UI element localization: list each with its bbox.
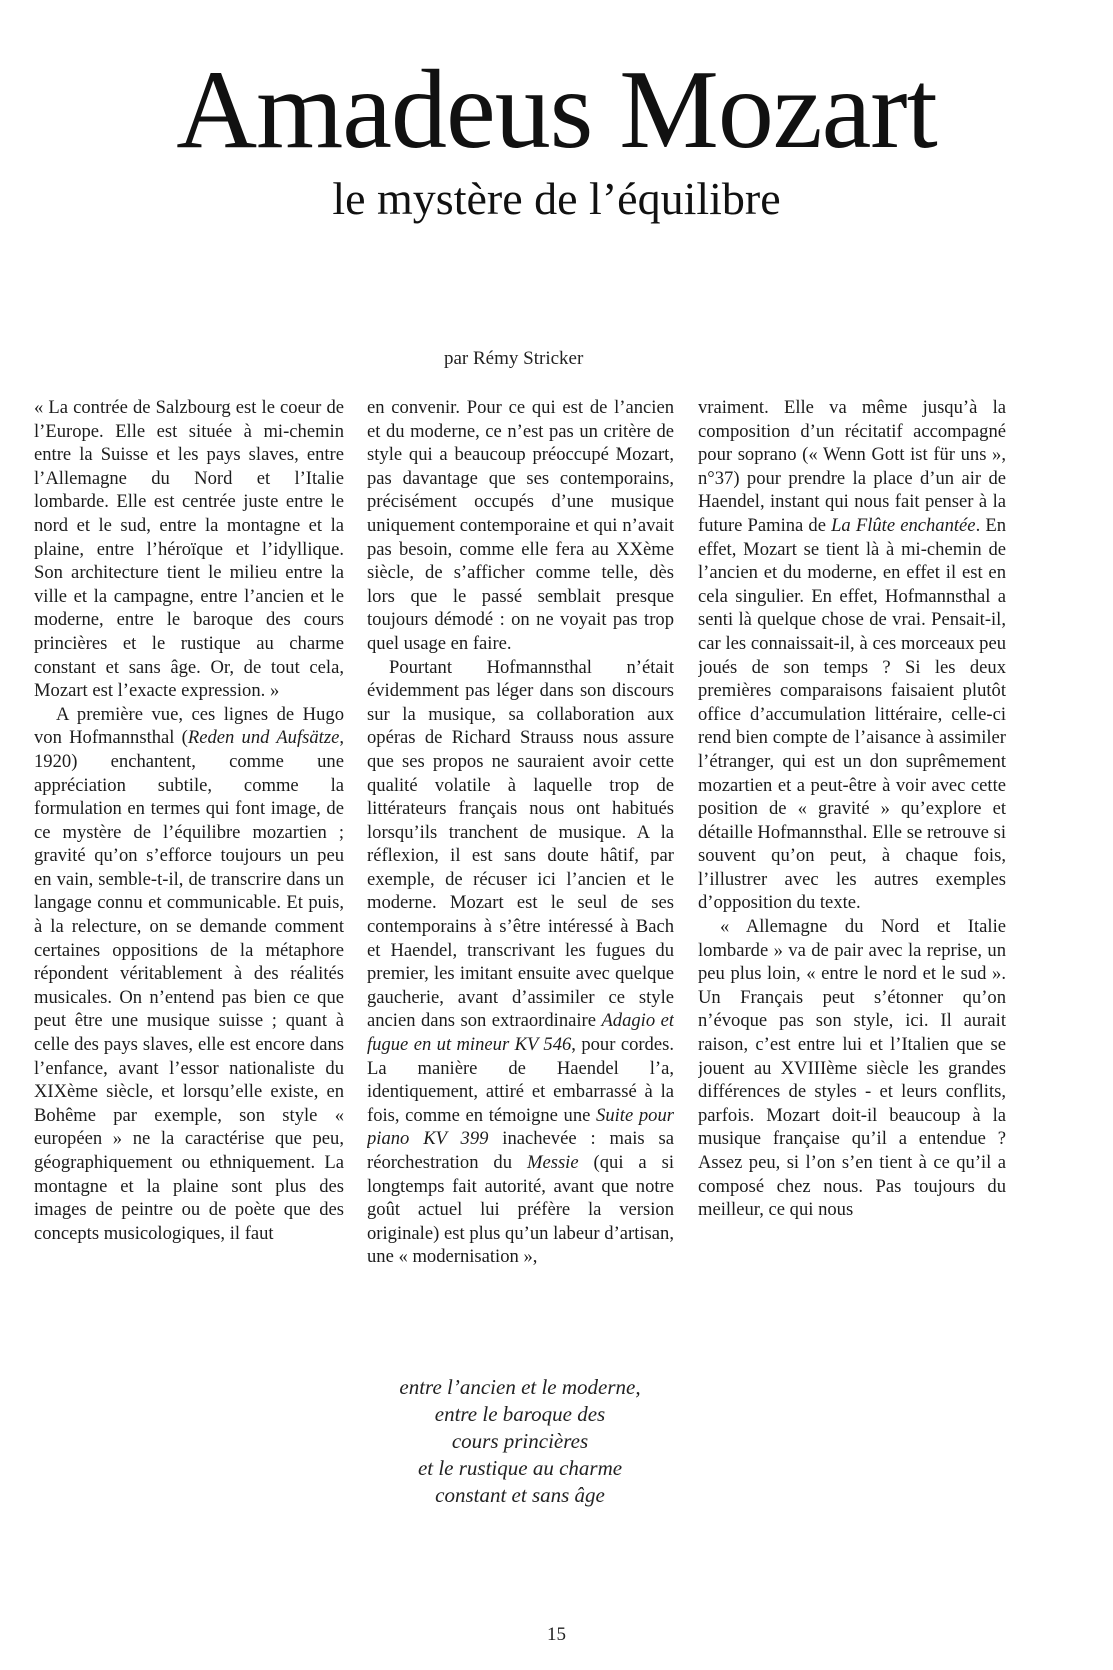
paragraph: « La contrée de Salzbourg est le coeur de l’Europe. Elle est située à mi-chemin entre la Suisse et les pays slaves, entre l’Allemagne du Nord et l’Italie lombarde. Elle est centrée juste entre le nord et le sud, entre la montagne et la plaine, entre l’héroïque et l’idyllique. Son architecture tient le milieu entre la ville et la campagne, entre l’ancien et le moderne, entre le baroque des cours princières et le rustique au charme constant et sans âge. Or, de tout cela, Mozart est l’exacte expression. » xyxy=(34,397,344,702)
pull-quote-line: et le rustique au charme xyxy=(417,1456,623,1480)
paragraph: vraiment. Elle va même jusqu’à la composition d’un récitatif accompagné pour soprano (« Wenn Gott ist für uns », n°37) pour prendre la place d’un air de Haendel, instant qui nous fait penser à la future Pamina de La Flûte enchantée. En effet, Mozart se tient là à mi-chemin de l’ancien et du moderne, en effet il est en cela singulier. En effet, Hofmannsthal a senti là quelque chose de vrai. Pensait-il, car les connaissait-il, à ces morceaux peu joués de son temps ? Si les deux premières comparaisons faisaient plutôt office d’accumulation littéraire, celle-ci rend bien compte de l’aisance à assimiler l’étranger, qui est un don suprêmement mozartien et a peut-être à voir avec cette position de « gravité » qu’explore et détaille Hofmannsthal. Elle se retrouve si souvent qu’on peut, à chaque fois, l’illustrer avec les autres exemples d’opposition du texte. xyxy=(698,397,1006,914)
paragraph: « Allemagne du Nord et Italie lombarde » va de pair avec la reprise, un peu plus loin, « entre le nord et le sud ». Un Français peut s’étonner qu’on n’évoque pas son style, ici. Il aurait raison, c’est entre lui et l’Italien que se jouent au XVIIIème siècle les grandes différences de styles - et leurs conflits, parfois. Mozart doit-il beaucoup à la musique française qu’il a entendue ? Assez peu, si l’on s’en tient à ce qu’il a composé chez nous. Pas toujours du meilleur, ce qui nous xyxy=(698,916,1006,1221)
pull-quote-line: entre le baroque des xyxy=(434,1402,606,1426)
article-subtitle: le mystère de l’équilibre xyxy=(332,173,781,224)
pull-quote-line: cours princières xyxy=(451,1429,589,1453)
article-title: Amadeus Mozart xyxy=(176,48,937,172)
paragraph: A première vue, ces lignes de Hugo von Hofmannsthal (Reden und Aufsätze, 1920) enchantent, comme une appréciation subtile, comme la formulation en termes qui font image, de ce mystère de l’équilibre mozartien ; gravité qu’on s’efforce toujours un peu en vain, semble-t-il, de transcrire dans un langage connu et communicable. Et puis, à la relecture, on se demande comment certaines oppositions de la métaphore répondent véritablement à des réalités musicales. On n’entend pas bien ce que peut être une musique suisse ; quant à celle des pays slaves, elle est encore dans l’enfance, avant l’essor nationaliste du XIXème siècle, et lorsqu’elle existe, en Bohême par exemple, son style « européen » ne la caractérise que peu, géographiquement ou ethniquement. La montagne et la plaine sont plus des images de peintre ou de poète que des concepts musicologiques, il faut xyxy=(34,703,344,1244)
pull-quote-line: constant et sans âge xyxy=(435,1483,605,1507)
work-title: Suite pour piano KV 399 xyxy=(367,1104,674,1150)
pull-quote xyxy=(355,1374,685,1509)
work-title: La Flûte enchantée xyxy=(831,514,976,536)
paragraph: Pourtant Hofmannsthal n’était évidemment pas léger dans son discours sur la musique, sa collaboration aux opéras de Richard Strauss nous assure que ses propos ne sauraient avoir cette qualité volatile à laquelle trop de littérateurs français nous ont habitués lorsqu’ils tranchent de musique. A la réflexion, il est sans doute hâtif, par exemple, de récuser ici l’ancien et le moderne. Mozart est le seul de ses contemporains à s’être intéressé à Bach et Haendel, transcrivant les fugues du premier, les imitant ensuite avec quelque gaucherie, avant d’assimiler ce style ancien dans son extraordinaire Adagio et fugue en ut mineur KV 546, pour cordes. La manière de Haendel l’a, identiquement, attiré et embarrassé à la fois, comme en témoigne une Suite pour piano KV 399 inachevée : mais sa réorchestration du Messie (qui a si longtemps fait autorité, avant que notre goût actuel lui préfère la version originale) est plus qu’un labeur d’artisan, une « modernisation », xyxy=(367,656,674,1268)
text-column-3 xyxy=(698,396,1006,1346)
pull-quote-line: entre l’ancien et le moderne, xyxy=(399,1375,641,1399)
page-number: 15 xyxy=(547,1624,566,1645)
text-column-2 xyxy=(367,396,674,1346)
book-title: Reden und Aufsätze xyxy=(187,727,340,749)
paragraph: en convenir. Pour ce qui est de l’ancien et du moderne, ce n’est pas un critère de style qui a beaucoup préoccupé Mozart, pas davantage que ses contemporains, précisément occupés d’une musique uniquement contemporaine et qui n’avait pas besoin, comme elle fera au XXème siècle, de s’afficher comme telle, dès lors que le passé semblait presque toujours démodé : on ne voyait pas trop quel usage en faire. xyxy=(367,397,674,654)
byline: par Rémy Stricker xyxy=(444,348,584,369)
work-title: Messie xyxy=(526,1152,579,1173)
text-column-1 xyxy=(34,396,344,1346)
work-title: Adagio et fugue en ut mineur KV 546 xyxy=(367,1010,674,1056)
